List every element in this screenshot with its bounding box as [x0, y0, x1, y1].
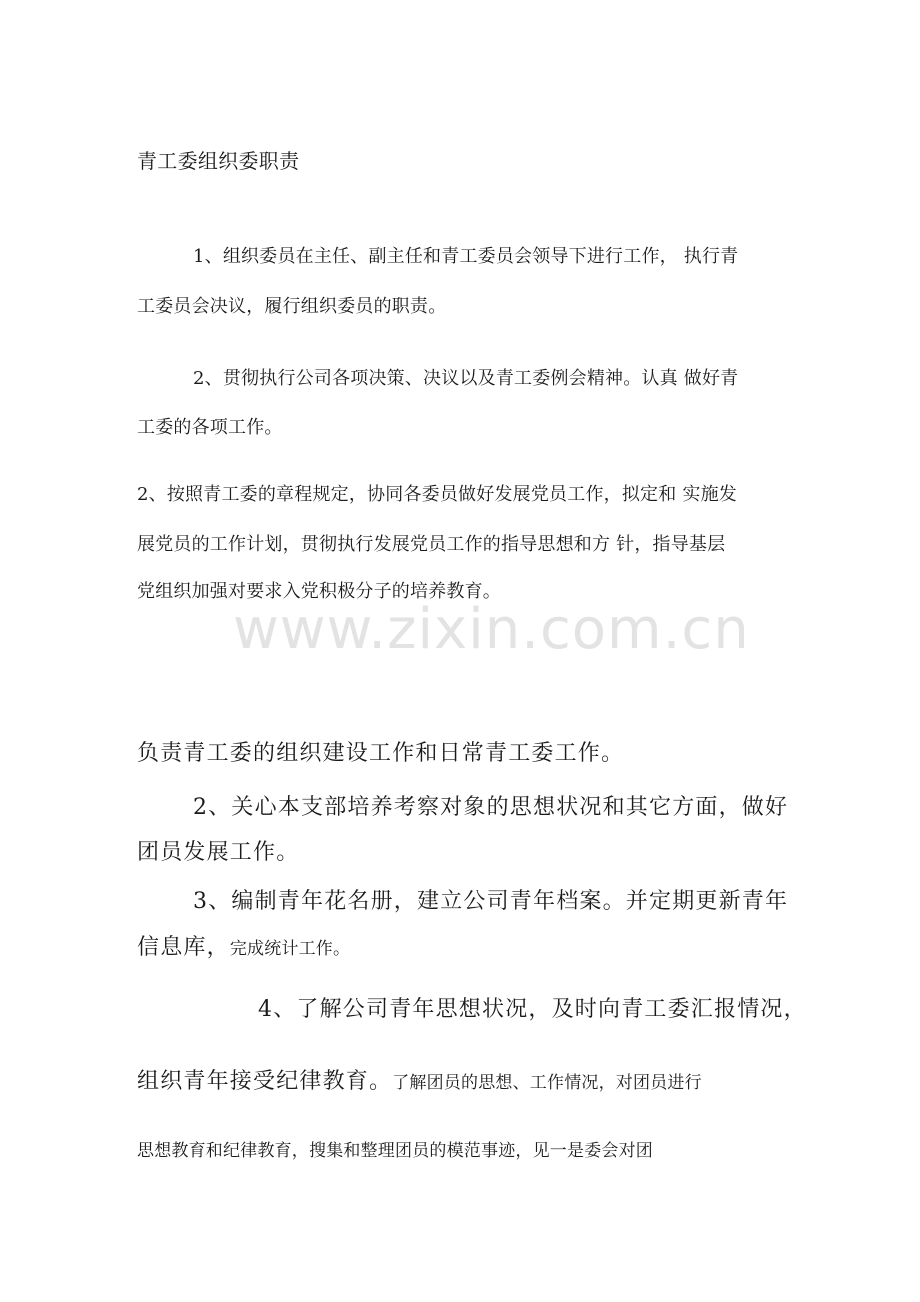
paragraph-8-line-1: 思想教育和纪律教育，搜集和整理团员的模范事迹，见一是委会对团: [137, 1141, 653, 1161]
paragraph-4-line-1: 负责青工委的组织建设工作和日常青工委工作。: [137, 741, 625, 766]
paragraph-2-line-2: 工委的各项工作。: [137, 417, 283, 438]
watermark: www.zixin.com.cn: [233, 597, 750, 662]
paragraph-2-line-1: 2、贯彻执行公司各项决策、决议以及青工委例会精神。认真 做好青: [193, 368, 739, 389]
paragraph-6-line-2-part-a: 信息库，: [137, 935, 230, 960]
paragraph-5-line-1: 2、关心本支部培养考察对象的思想状况和其它方面，做好: [193, 795, 789, 820]
paragraph-6-line-2: [137, 937, 350, 959]
paragraph-5-line-2: 团员发展工作。: [137, 840, 300, 865]
paragraph-7-line-2: [137, 1071, 702, 1093]
paragraph-6-line-2-part-b: 完成统计工作。: [229, 939, 351, 959]
paragraph-1-line-2: 工委员会决议，履行组织委员的职责。: [137, 296, 447, 317]
paragraph-1-line-1: 1、组织委员在主任、副主任和青工委员会领导下进行工作， 执行青: [193, 246, 739, 267]
paragraph-7-line-2-part-a: 组织青年接受纪律教育。: [137, 1069, 393, 1094]
paragraph-6-line-1: 3、编制青年花名册，建立公司青年档案。并定期更新青年: [193, 889, 789, 914]
paragraph-7-line-1: 4、了解公司青年思想状况，及时向青工委汇报情况，: [258, 997, 807, 1022]
paragraph-3-line-1: 2、按照青工委的章程规定，协同各委员做好发展党员工作，拟定和 实施发: [137, 484, 737, 505]
paragraph-3-line-2: 展党员的工作计划，贯彻执行发展党员工作的指导思想和方 针，指导基层: [137, 534, 726, 555]
paragraph-3-line-3: 党组织加强对要求入党积极分子的培养教育。: [137, 581, 501, 602]
paragraph-7-line-2-part-b: 了解团员的思想、工作情况，对团员进行: [392, 1073, 702, 1093]
document-title: 青工委组织委职责: [137, 149, 300, 173]
